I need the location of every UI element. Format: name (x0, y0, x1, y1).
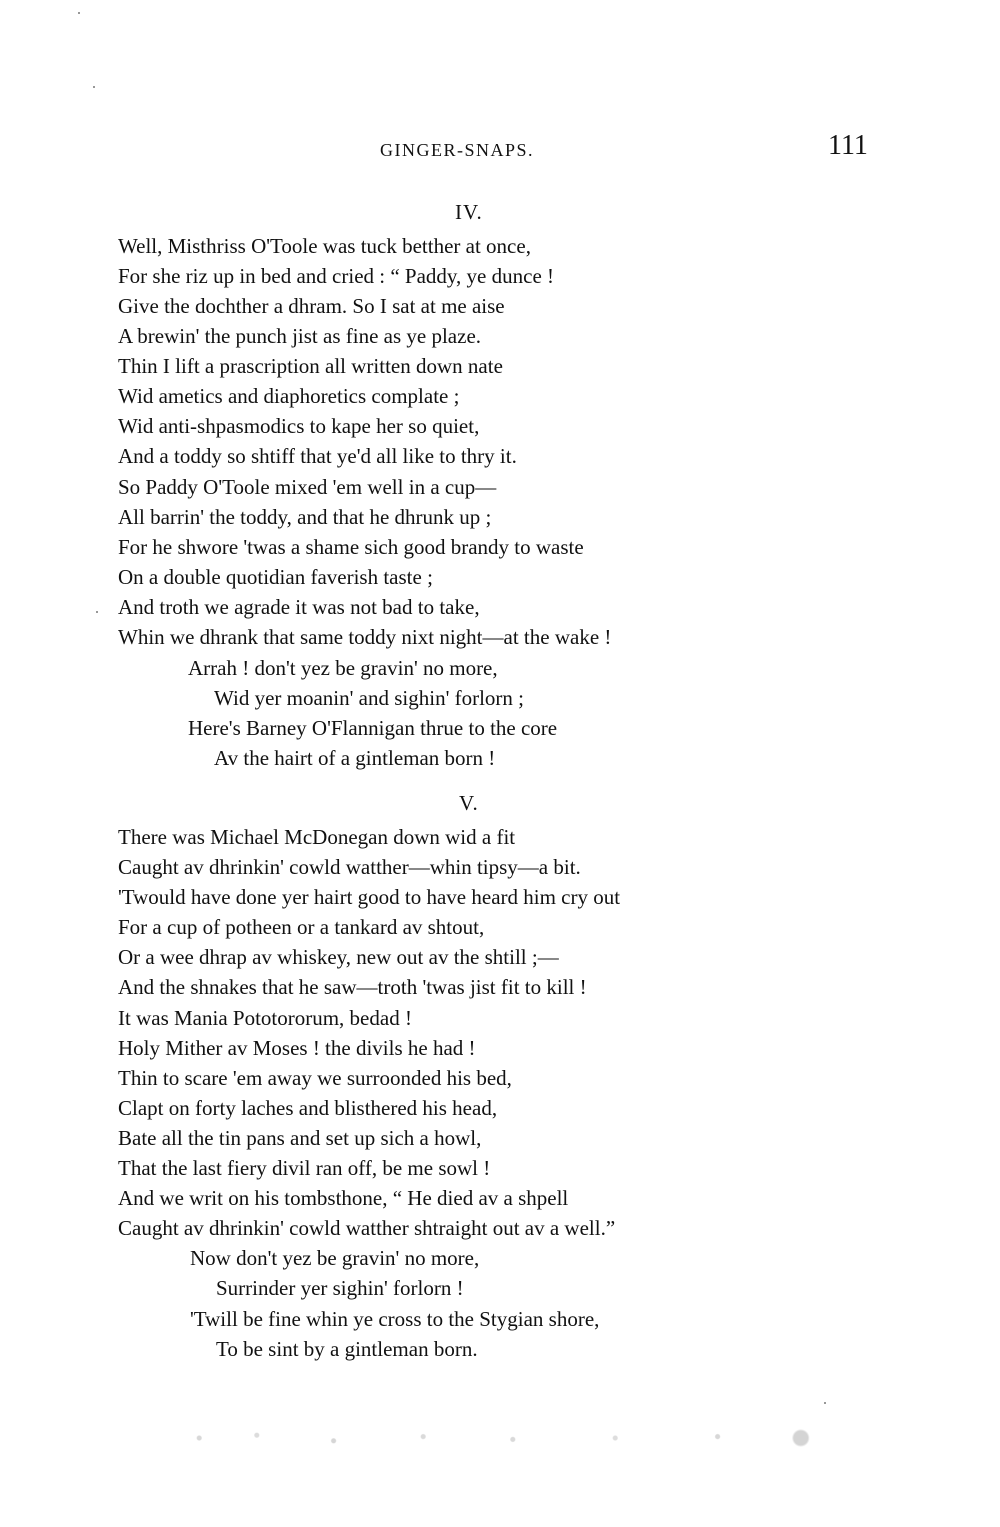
bleed-through-smudge (180, 1424, 820, 1452)
stanza-v-line: Clapt on forty laches and blisthered his head, (118, 1096, 498, 1120)
stanza-iv-line: And a toddy so shtiff that ye'd all like to thry it. (118, 444, 517, 468)
stanza-v-line: There was Michael McDonegan down wid a fit (118, 825, 516, 849)
stanza-iv-line: And troth we agrade it was not bad to take, (118, 595, 480, 619)
stanza-iv-numeral: IV. (455, 200, 483, 224)
stanza-iv-line: Wid anti-shpasmodics to kape her so quiet, (118, 414, 480, 438)
stanza-v-line: Caught av dhrinkin' cowld watther shtraight out av a well.” (118, 1216, 616, 1240)
stanza-v-line: And the shnakes that he saw—troth 'twas jist fit to kill ! (118, 975, 587, 999)
scan-speck (93, 86, 95, 88)
stanza-iv-refrain-line: Arrah ! don't yez be gravin' no more, (188, 656, 498, 680)
stanza-v-line: It was Mania Pototororum, bedad ! (118, 1006, 412, 1030)
stanza-iv-line: Give the dochther a dhram. So I sat at me aise (118, 294, 505, 318)
stanza-iv-line: On a double quotidian faverish taste ; (118, 565, 433, 589)
stanza-iv-refrain-line: Wid yer moanin' and sighin' forlorn ; (214, 686, 524, 710)
stanza-v-line: And we writ on his tombsthone, “ He died av a shpell (118, 1186, 569, 1210)
stanza-v-refrain-line: Now don't yez be gravin' no more, (190, 1246, 480, 1270)
page-number: 111 (828, 130, 868, 161)
stanza-v-numeral: V. (459, 791, 479, 815)
stanza-iv-line: Well, Misthriss O'Toole was tuck betther at once, (118, 234, 531, 258)
stanza-iv-line: A brewin' the punch jist as fine as ye plaze. (118, 324, 482, 348)
stanza-v-refrain-line: 'Twill be fine whin ye cross to the Stygian shore, (190, 1307, 600, 1331)
stanza-v-line: Or a wee dhrap av whiskey, new out av the shtill ;— (118, 945, 559, 969)
stanza-iv-line: For he shwore 'twas a shame sich good brandy to waste (118, 535, 584, 559)
stanza-v-line: That the last fiery divil ran off, be me sowl ! (118, 1156, 491, 1180)
stanza-iv-refrain-line: Here's Barney O'Flannigan thrue to the core (188, 716, 558, 740)
stanza-iv-line: All barrin' the toddy, and that he dhrunk up ; (118, 505, 492, 529)
stanza-v-line: Caught av dhrinkin' cowld watther—whin tipsy—a bit. (118, 855, 581, 879)
stanza-v-line: Thin to scare 'em away we surroonded his bed, (118, 1066, 512, 1090)
stanza-v-line: 'Twould have done yer hairt good to have heard him cry out (118, 885, 621, 909)
stanza-iv-line: Thin I lift a prascription all written down nate (118, 354, 503, 378)
stanza-iv-line: For she riz up in bed and cried : “ Paddy, ye dunce ! (118, 264, 555, 288)
stanza-v-line: Bate all the tin pans and set up sich a howl, (118, 1126, 482, 1150)
scan-speck (824, 1402, 826, 1404)
scan-speck (96, 611, 98, 613)
stanza-v-refrain-line: Surrinder yer sighin' forlorn ! (216, 1276, 464, 1300)
stanza-iv-refrain-line: Av the hairt of a gintleman born ! (214, 746, 496, 770)
scan-speck (78, 12, 80, 14)
stanza-iv-line: So Paddy O'Toole mixed 'em well in a cup— (118, 475, 497, 499)
stanza-iv-line: Wid ametics and diaphoretics complate ; (118, 384, 460, 408)
stanza-v-line: Holy Mither av Moses ! the divils he had ! (118, 1036, 476, 1060)
stanza-v-refrain-line: To be sint by a gintleman born. (216, 1337, 478, 1361)
stanza-iv-line: Whin we dhrank that same toddy nixt night—at the wake ! (118, 625, 612, 649)
running-title: GINGER-SNAPS. (380, 140, 535, 160)
stanza-v-line: For a cup of potheen or a tankard av shtout, (118, 915, 485, 939)
